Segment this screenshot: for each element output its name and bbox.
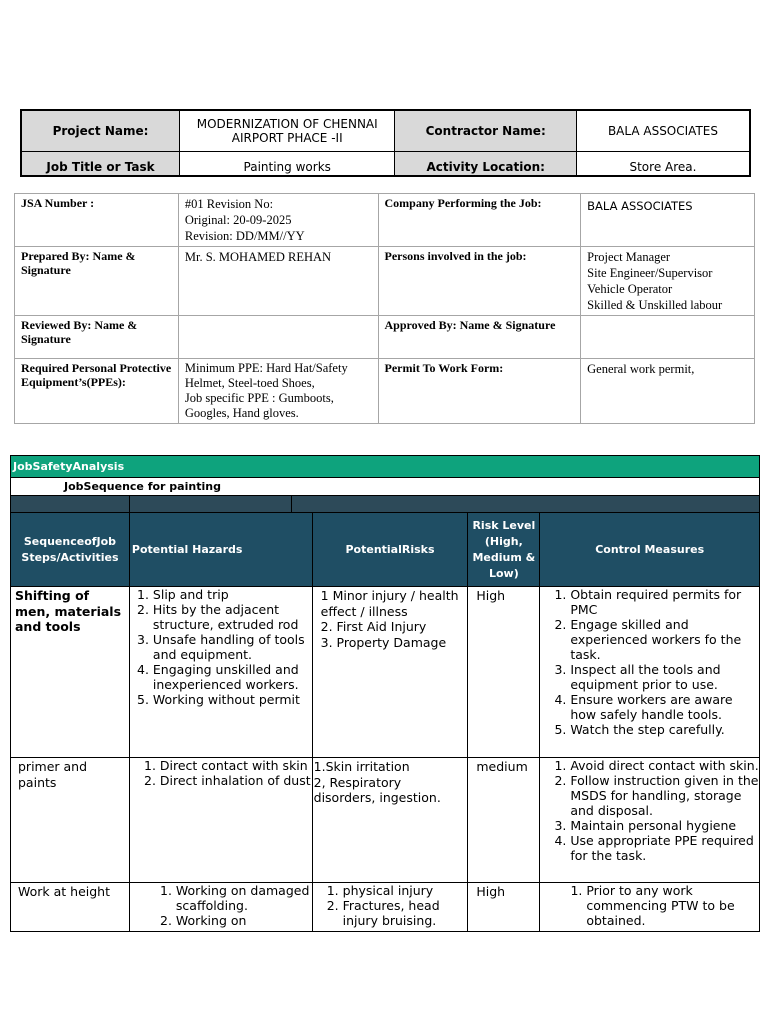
job-safety-analysis-table bbox=[10, 455, 760, 932]
list-item: 2. Engage skilled and experienced workers fo the task. bbox=[570, 617, 759, 662]
col-header-steps-line-1: SequenceofJob bbox=[23, 534, 117, 548]
col-header-level-line-1: Risk Level bbox=[472, 518, 536, 532]
risk-level: High bbox=[476, 588, 506, 603]
list-item: 1. Working on damaged scaffolding. bbox=[176, 883, 312, 913]
list-item: 3. Unsafe handling of tools and equipment. bbox=[153, 632, 312, 662]
step-text: primer and paints bbox=[18, 759, 88, 790]
jsa-details-table bbox=[14, 193, 755, 424]
risks-list bbox=[313, 587, 468, 651]
analysis-title: JobSafetyAnalysis bbox=[11, 456, 760, 478]
permit-value: General work permit, bbox=[581, 359, 755, 424]
ppe-line-3: Job specific PPE : Gumboots, bbox=[184, 391, 334, 405]
person-line-3: Vehicle Operator bbox=[587, 282, 673, 296]
controls-list bbox=[540, 587, 759, 737]
person-line-4: Skilled & Unskilled labour bbox=[587, 298, 723, 312]
list-item: 4. Ensure workers are aware how safely handle tools. bbox=[570, 692, 759, 722]
col-header-level-line-4: Low) bbox=[488, 566, 519, 580]
project-name-line-1: MODERNIZATION OF CHENNAI bbox=[196, 117, 378, 131]
company-performing-value: BALA ASSOCIATES bbox=[581, 194, 755, 247]
analysis-spacer-row bbox=[11, 496, 760, 513]
col-header-risk-level bbox=[468, 513, 540, 587]
risk-level: medium bbox=[476, 759, 528, 774]
ppe-label: Required Personal Protective Equipment’s(PPEs): bbox=[15, 359, 179, 424]
list-item: 2. Working on bbox=[176, 913, 312, 928]
hazards-list bbox=[130, 758, 312, 788]
hazards-list bbox=[130, 587, 312, 707]
risks-list bbox=[313, 883, 468, 928]
permit-label: Permit To Work Form: bbox=[378, 359, 581, 424]
ppe-value bbox=[178, 359, 378, 424]
activity-location-label: Activity Location: bbox=[395, 152, 576, 177]
list-item: 4. Engaging unskilled and inexperienced workers. bbox=[153, 662, 312, 692]
persons-involved-label: Persons involved in the job: bbox=[378, 247, 581, 316]
list-item: 4. Use appropriate PPE required for the task. bbox=[570, 833, 759, 863]
list-item: 2. Direct inhalation of dust bbox=[160, 773, 312, 788]
table-row bbox=[11, 587, 760, 758]
list-item: 5. Working without permit bbox=[153, 692, 312, 707]
hazards-list bbox=[130, 883, 312, 928]
approved-by-value bbox=[581, 316, 755, 359]
list-item: 2. Hits by the adjacent structure, extruded rod bbox=[153, 602, 312, 632]
contractor-name-value: BALA ASSOCIATES bbox=[576, 110, 750, 152]
risks-list bbox=[313, 758, 468, 807]
jsa-number-line-2: Original: 20-09-2025 bbox=[184, 213, 292, 227]
list-item: 1. physical injury bbox=[343, 883, 468, 898]
list-item: 3. Property Damage bbox=[320, 634, 447, 650]
project-name-value bbox=[179, 110, 394, 152]
col-header-level-line-2: (High, bbox=[484, 534, 523, 548]
company-performing-label: Company Performing the Job: bbox=[378, 194, 581, 247]
controls-list bbox=[540, 758, 759, 863]
person-line-2: Site Engineer/Supervisor bbox=[587, 266, 713, 280]
project-info-table bbox=[20, 109, 751, 177]
list-item: 1. Direct contact with skin bbox=[160, 758, 312, 773]
step-text: Shifting of men, materials and tools bbox=[15, 588, 122, 634]
project-name-label: Project Name: bbox=[21, 110, 179, 152]
persons-involved-value bbox=[581, 247, 755, 316]
col-header-controls: Control Measures bbox=[540, 513, 760, 587]
table-row bbox=[11, 883, 760, 932]
jsa-number-line-3: Revision: DD/MM//YY bbox=[184, 229, 305, 243]
step-text: Work at height bbox=[18, 884, 111, 899]
contractor-name-label: Contractor Name: bbox=[395, 110, 576, 152]
col-header-steps bbox=[11, 513, 130, 587]
list-item: 3. Maintain personal hygiene bbox=[570, 818, 759, 833]
col-header-level-line-3: Medium & bbox=[472, 550, 536, 564]
prepared-by-value: Mr. S. MOHAMED REHAN bbox=[178, 247, 378, 316]
list-item: 2, Respiratory disorders, ingestion. bbox=[313, 774, 441, 805]
list-item: 5. Watch the step carefully. bbox=[570, 722, 759, 737]
analysis-subtitle: JobSequence for painting bbox=[11, 478, 760, 496]
list-item: 1. Avoid direct contact with skin. bbox=[570, 758, 759, 773]
jsa-number-value bbox=[178, 194, 378, 247]
approved-by-label: Approved By: Name & Signature bbox=[378, 316, 581, 359]
list-item: 1 Minor injury / health effect / illness bbox=[320, 588, 459, 619]
job-title-label: Job Title or Task bbox=[21, 152, 179, 177]
activity-location-value: Store Area. bbox=[576, 152, 750, 177]
col-header-hazards: Potential Hazards bbox=[129, 513, 312, 587]
list-item: 3. Inspect all the tools and equipment prior to use. bbox=[570, 662, 759, 692]
list-item: 1. Prior to any work commencing PTW to be obtained. bbox=[586, 883, 759, 928]
ppe-line-4: Googles, Hand gloves. bbox=[184, 406, 299, 420]
job-title-value: Painting works bbox=[179, 152, 394, 177]
ppe-line-2: Helmet, Steel-toed Shoes, bbox=[184, 376, 315, 390]
list-item: 1.Skin irritation bbox=[313, 759, 410, 774]
project-name-line-2: AIRPORT PHACE -II bbox=[231, 131, 343, 145]
col-header-risks: PotentialRisks bbox=[312, 513, 468, 587]
reviewed-by-value bbox=[178, 316, 378, 359]
prepared-by-label: Prepared By: Name & Signature bbox=[15, 247, 179, 316]
jsa-number-label: JSA Number : bbox=[15, 194, 179, 247]
list-item: 1. Slip and trip bbox=[153, 587, 312, 602]
reviewed-by-label: Reviewed By: Name & Signature bbox=[15, 316, 179, 359]
risk-level: High bbox=[476, 884, 506, 899]
person-line-1: Project Manager bbox=[587, 250, 671, 264]
col-header-steps-line-2: Steps/Activities bbox=[21, 550, 119, 564]
list-item: 2. Follow instruction given in the MSDS for handling, storage and disposal. bbox=[570, 773, 759, 818]
ppe-line-1: Minimum PPE: Hard Hat/Safety bbox=[184, 361, 348, 375]
list-item: 2. First Aid Injury bbox=[320, 619, 427, 634]
list-item: 1. Obtain required permits for PMC bbox=[570, 587, 759, 617]
controls-list bbox=[540, 883, 759, 928]
table-row bbox=[11, 758, 760, 883]
list-item: 2. Fractures, head injury bruising. bbox=[343, 898, 468, 928]
jsa-number-line-1: #01 Revision No: bbox=[184, 197, 274, 211]
